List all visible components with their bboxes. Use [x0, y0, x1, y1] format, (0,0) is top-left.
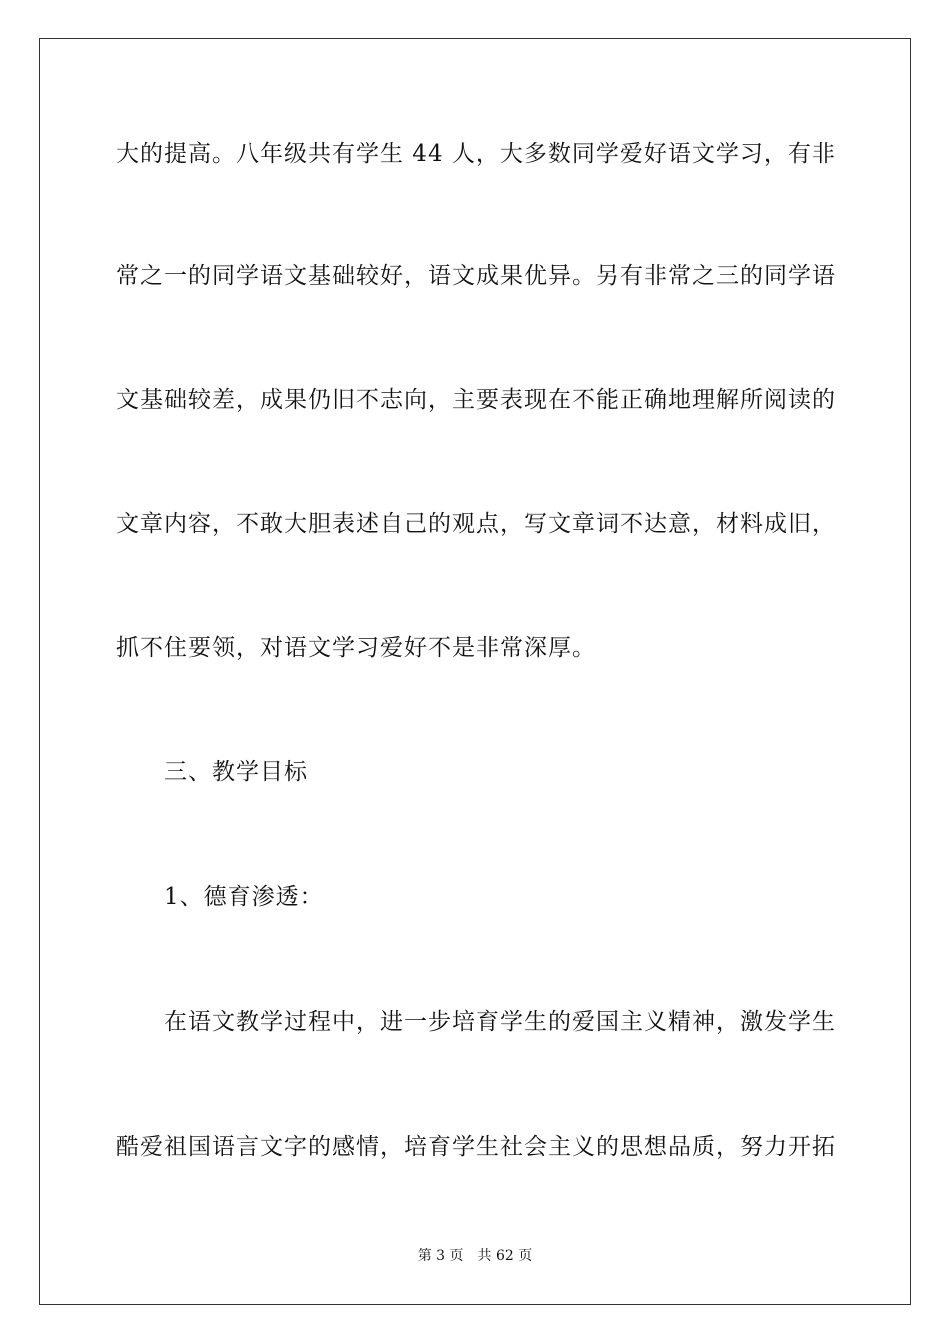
body-text-line: 文基础较差，成果仍旧不志向，主要表现在不能正确地理解所阅读的 — [116, 387, 836, 413]
page-frame — [39, 38, 911, 1305]
section-heading: 三、教学目标 — [164, 759, 308, 785]
page-footer — [0, 1247, 950, 1265]
body-text-line: 在语文教学过程中，进一步培育学生的爱国主义精神，激发学生 — [164, 1009, 836, 1035]
body-text-line: 大的提高。八年级共有学生 44 人，大多数同学爱好语文学习，有非 — [116, 141, 836, 167]
body-text-line: 抓不住要领，对语文学习爱好不是非常深厚。 — [116, 635, 596, 661]
body-text-line: 酷爱祖国语言文字的感情，培育学生社会主义的思想品质，努力开拓 — [116, 1134, 836, 1160]
body-text-line: 常之一的同学语文基础较好，语文成果优异。另有非常之三的同学语 — [116, 263, 836, 289]
page-total: 共 62 页 — [477, 1248, 533, 1264]
page-number: 第 3 页 — [417, 1248, 464, 1264]
body-text-line: 文章内容，不敢大胆表述自己的观点，写文章词不达意，材料成旧， — [116, 511, 836, 537]
subsection-heading: 1、德育渗透： — [164, 884, 324, 910]
